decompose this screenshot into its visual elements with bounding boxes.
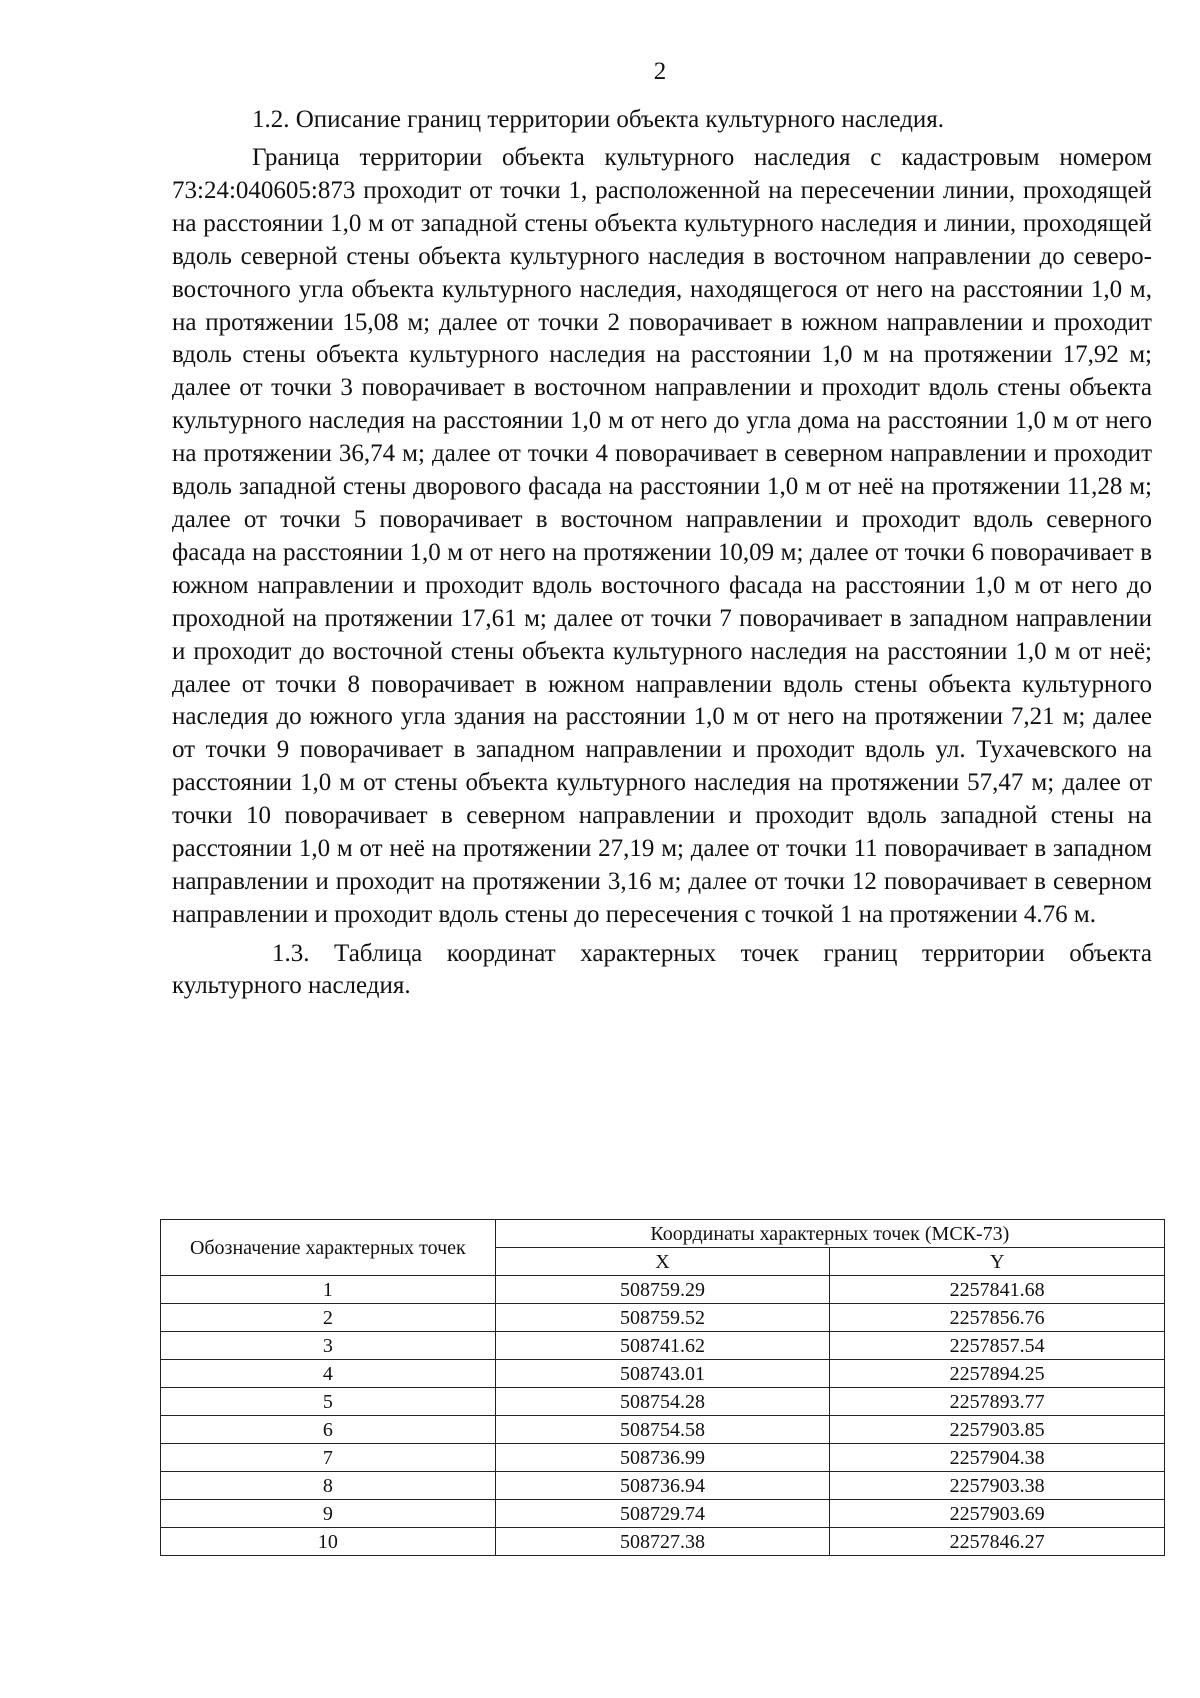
cell-point: 10 (161, 1528, 496, 1556)
cell-y: 2257856.76 (830, 1304, 1165, 1332)
cell-x: 508741.62 (495, 1332, 830, 1360)
cell-point: 3 (161, 1332, 496, 1360)
cell-point: 5 (161, 1388, 496, 1416)
cell-y: 2257857.54 (830, 1332, 1165, 1360)
cell-x: 508759.52 (495, 1304, 830, 1332)
table-row (161, 1276, 1165, 1304)
cell-x: 508743.01 (495, 1360, 830, 1388)
cell-y: 2257846.27 (830, 1528, 1165, 1556)
cell-y: 2257903.38 (830, 1472, 1165, 1500)
cell-point: 9 (161, 1500, 496, 1528)
cell-x: 508754.28 (495, 1388, 830, 1416)
cell-point: 1 (161, 1276, 496, 1304)
table-body (161, 1276, 1165, 1556)
cell-point: 6 (161, 1416, 496, 1444)
table-row (161, 1360, 1165, 1388)
cell-y: 2257894.25 (830, 1360, 1165, 1388)
cell-y: 2257841.68 (830, 1276, 1165, 1304)
cell-point: 7 (161, 1444, 496, 1472)
cell-x: 508729.74 (495, 1500, 830, 1528)
cell-point: 8 (161, 1472, 496, 1500)
document-body (172, 104, 1152, 1002)
table-row (161, 1528, 1165, 1556)
table-row (161, 1388, 1165, 1416)
cell-x: 508754.58 (495, 1416, 830, 1444)
coordinates-table (160, 1219, 1165, 1556)
cell-x: 508759.29 (495, 1276, 830, 1304)
cell-x: 508727.38 (495, 1528, 830, 1556)
cell-x: 508736.99 (495, 1444, 830, 1472)
cell-y: 2257903.69 (830, 1500, 1165, 1528)
table-header-row (161, 1220, 1165, 1248)
cell-y: 2257904.38 (830, 1444, 1165, 1472)
table-row (161, 1500, 1165, 1528)
header-y: Y (830, 1248, 1165, 1276)
cell-point: 4 (161, 1360, 496, 1388)
header-coordinates: Координаты характерных точек (МСК-73) (495, 1220, 1164, 1248)
section-heading-1-2: 1.2. Описание границ территории объекта культурного наследия. (252, 106, 945, 133)
table-row (161, 1444, 1165, 1472)
table-row (161, 1304, 1165, 1332)
table-row (161, 1416, 1165, 1444)
cell-x: 508736.94 (495, 1472, 830, 1500)
header-point-designation: Обозначение характерных точек (161, 1220, 496, 1276)
header-x: X (495, 1248, 830, 1276)
table-row (161, 1472, 1165, 1500)
section-heading-1-3: 1.3. Таблица координат характерных точек границ территории объекта культурного наследия. (172, 939, 1152, 999)
cell-point: 2 (161, 1304, 496, 1332)
boundary-description: Граница территории объекта культурного наследия с кадастровым номером 73:24:040605:873 проходит от точки 1, расположенной на пересечении линии, проходящей на расстоянии 1,0 м от западной стены объекта культурного наследия и линии, проходящей вдоль северной стены объекта культурного наследия в восточном направлении до северо-восточного угла объекта культурного наследия, находящегося от него на расстоянии 1,0 м, на протяжении 15,08 м; далее от точки 2 поворачивает в южном направлении и проходит вдоль стены объекта культурного наследия на расстоянии 1,0 м на протяжении 17,92 м; далее от точки 3 поворачивает в восточном направлении и проходит вдоль стены объекта культурного наследия на расстоянии 1,0 м от него до угла дома на расстоянии 1,0 м от него на протяжении 36,74 м; далее от точки 4 поворачивает в северном направлении и проходит вдоль западной стены дворового фасада на расстоянии 1,0 м от неё на протяжении 11,28 м; далее от точки 5 поворачивает в восточном направлении и проходит вдоль северного фасада на расстоянии 1,0 м от него на протяжении 10,09 м; далее от точки 6 поворачивает в южном направлении и проходит вдоль восточного фасада на расстоянии 1,0 м от него до проходной на протяжении 17,61 м; далее от точки 7 поворачивает в западном направлении и проходит до восточной стены объекта культурного наследия на расстоянии 1,0 м от неё; далее от точки 8 поворачивает в южном направлении вдоль стены объекта культурного наследия до южного угла здания на расстоянии 1,0 м от него на протяжении 7,21 м; далее от точки 9 поворачивает в западном направлении и проходит вдоль ул. Тухачевского на расстоянии 1,0 м от стены объекта культурного наследия на протяжении 57,47 м; далее от точки 10 поворачивает в северном направлении и проходит вдоль западной стены на расстоянии 1,0 м от неё на протяжении 27,19 м; далее от точки 11 поворачивает в западном направлении и проходит на протяжении 3,16 м; далее от точки 12 поворачивает в северном направлении и проходит вдоль стены до пересечения с точкой 1 на протяжении 4.76 м. (172, 144, 1152, 928)
table-row (161, 1332, 1165, 1360)
cell-y: 2257893.77 (830, 1388, 1165, 1416)
page-number: 2 (653, 58, 667, 85)
cell-y: 2257903.85 (830, 1416, 1165, 1444)
